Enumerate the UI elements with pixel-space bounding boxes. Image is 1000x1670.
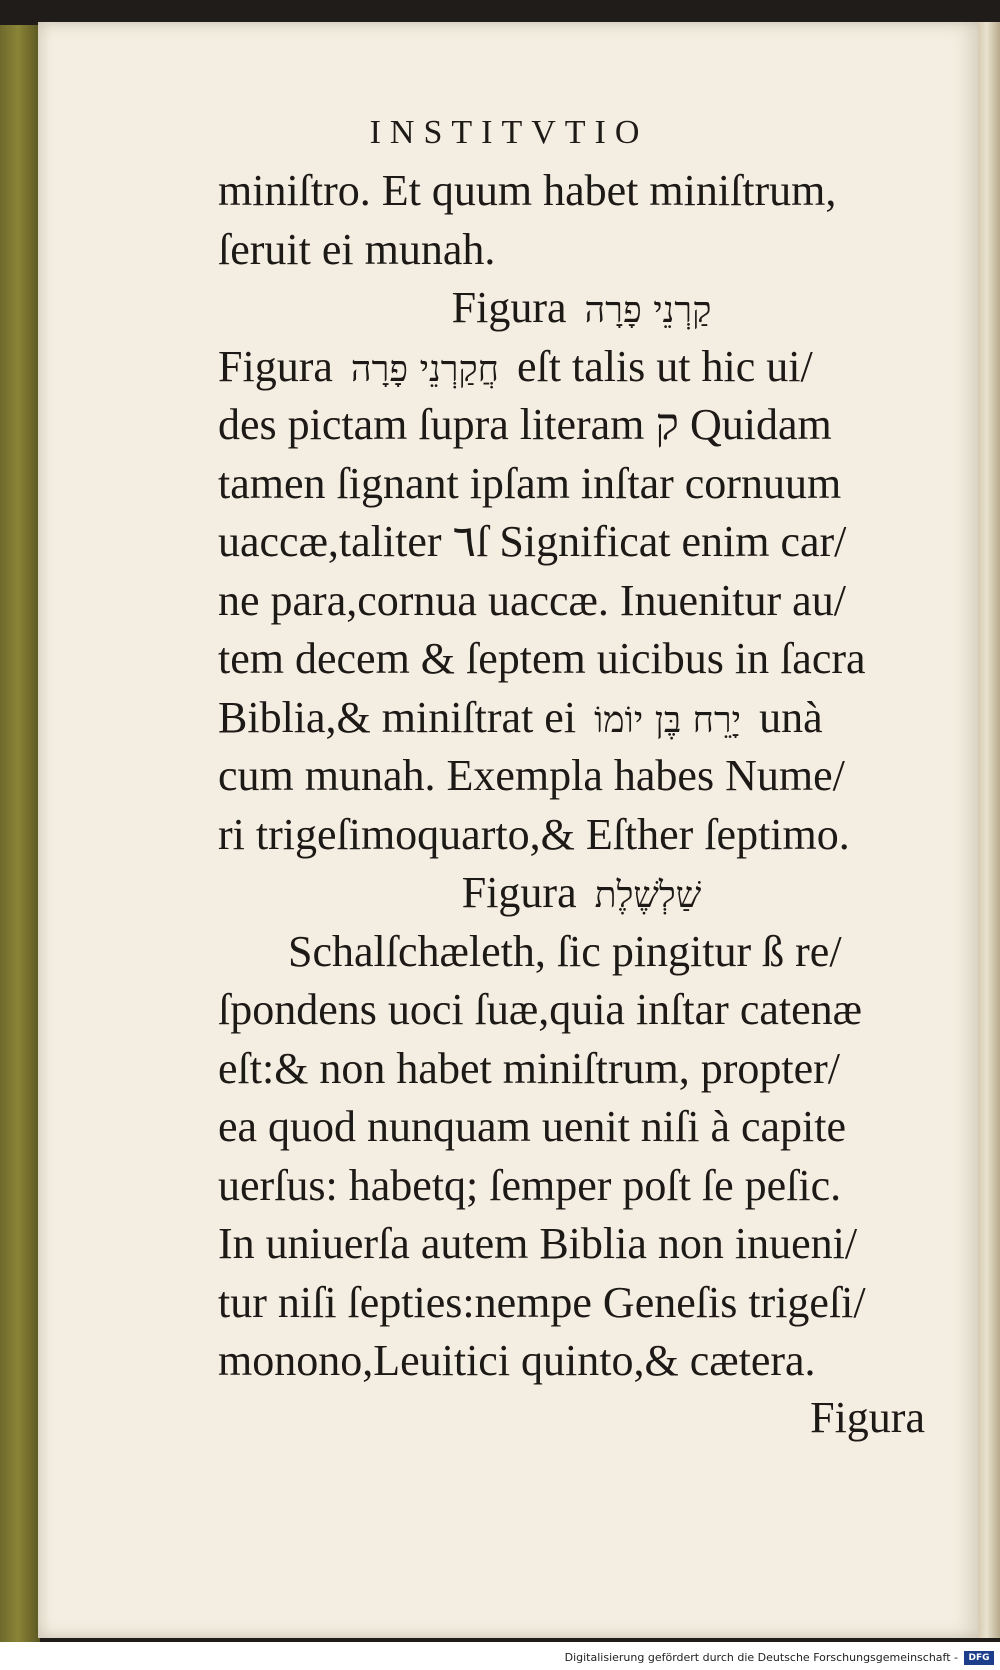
text-line: ſeruit ei munah. [218,224,496,274]
text-line [218,338,1000,397]
text-line: tur niſi ſepties:nempe Geneſis trigeſi/ [218,1277,866,1327]
hebrew-term: חֲקַרְנֵי פָרָה [350,348,499,390]
text-line: Schalſchæleth, ſic pingitur ß re/ [288,926,842,976]
text-line: uaccæ,taliter ٦ſ Significat enim car/ [218,517,847,566]
line-head: Biblia,& miniſtrat ei [218,692,577,742]
body-text [218,162,1000,1391]
text-line: des pictam ſupra literam ק Quidam [218,400,832,449]
text-line: ne para,cornua uaccæ. Inuenitur au/ [218,575,846,625]
text-line: cum munah. Exempla habes Nume/ [218,751,845,800]
book-page [38,22,980,1638]
text-line: ſpondens uoci ſuæ,quia inſtar catenæ [218,985,862,1034]
catchword: Figura [810,1393,925,1442]
text-line: tamen ſignant ipſam inſtar cornuum [218,458,842,508]
running-head: INSTITVTIO [369,114,649,151]
text-line: tem decem & ſeptem uicibus in ſacra [218,634,866,683]
text-line: ri trigeſimoquarto,& Eſther ſeptimo. [218,809,850,859]
text-line [218,689,1000,748]
figura-label: Figura [461,868,577,917]
digitization-credit: Digitalisierung gefördert durch die Deutsche Forschungsgemeinschaft - [564,1651,958,1664]
text-line: ea quod nunquam uenit niſi à capite [218,1102,847,1151]
figura-heading [218,864,1000,923]
line-tail: unà [759,692,823,742]
text-line: uerſus: habetq; ſemper poſt ſe peſic. [218,1160,842,1210]
text-line: monono,Leuitici quinto,& cætera. [218,1336,816,1385]
text-line: miniſtro. Et quum habet miniſtrum, [218,166,837,215]
hebrew-term: קַרְנֵי פָרָה [584,290,712,331]
line-tail: eſt talis ut hic ui/ [517,341,813,391]
text-line: In uniuerſa autem Biblia non inueni/ [218,1219,858,1268]
figura-heading [218,279,1000,338]
dfg-logo: DFG [964,1651,994,1665]
footer-bar [0,1642,1000,1670]
figura-label: Figura [218,341,333,391]
hebrew-term: שַׁלְשֶׁלֶת [594,875,702,916]
book-cover-edge [0,25,40,1645]
hebrew-term: יָרֵח בֶּן יוֹמוֹ [594,699,742,741]
page-fore-edge [978,22,1000,1638]
text-line: eſt:& non habet miniſtrum, propter/ [218,1043,840,1093]
figura-label: Figura [451,283,567,332]
